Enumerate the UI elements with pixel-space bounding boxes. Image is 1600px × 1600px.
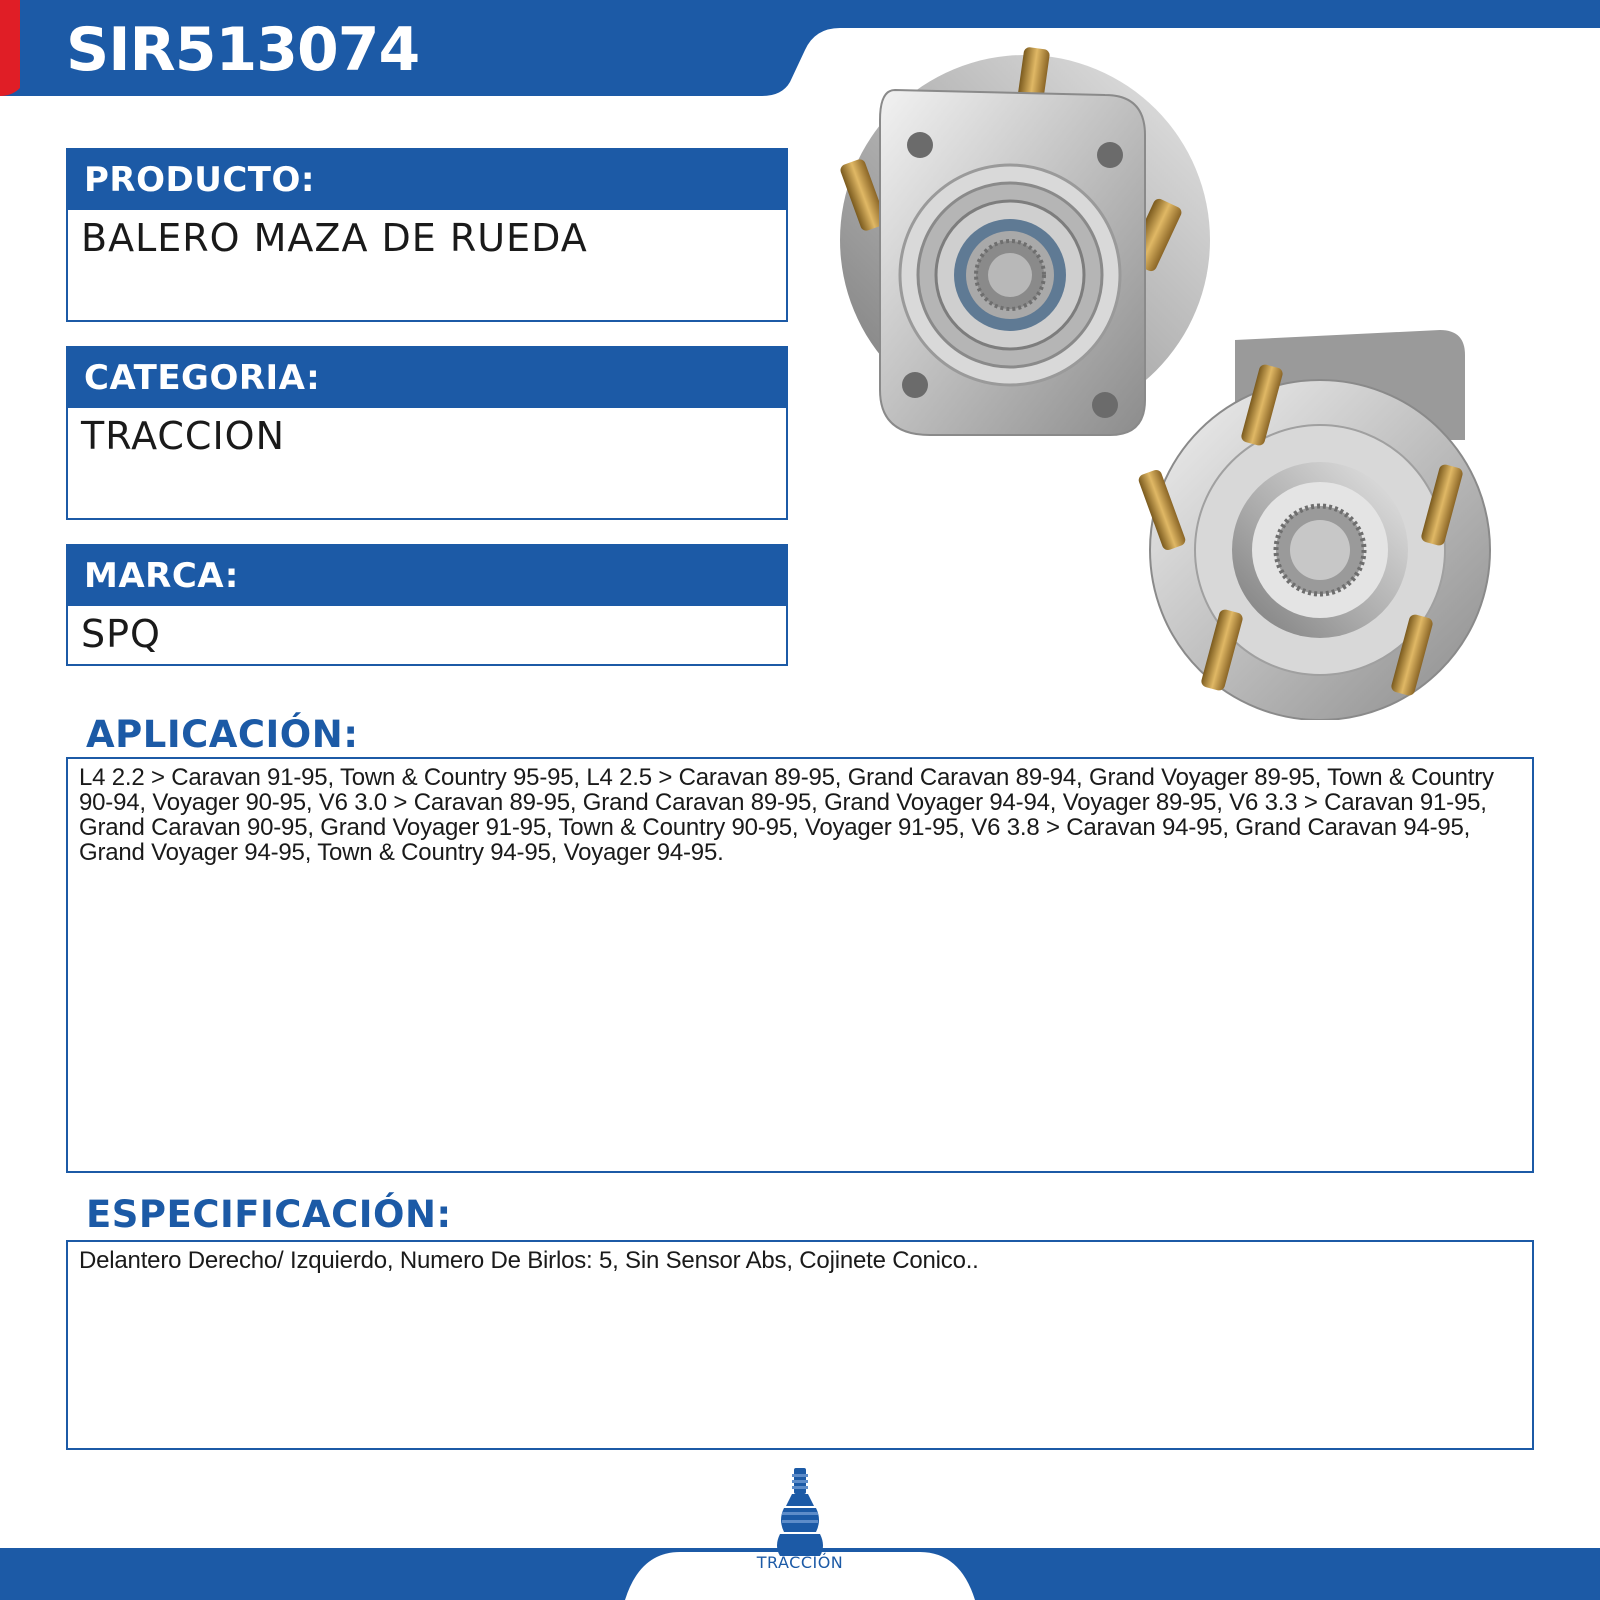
hub-back [840, 47, 1210, 435]
producto-value: BALERO MAZA DE RUEDA [66, 210, 788, 322]
cv-joint-icon [770, 1466, 830, 1558]
categoria-label: CATEGORIA: [66, 346, 788, 408]
wheel-hub-image [840, 40, 1540, 720]
categoria-field [66, 346, 788, 520]
especificacion-text: Delantero Derecho/ Izquierdo, Numero De Birlos: 5, Sin Sensor Abs, Cojinete Conico.. [66, 1240, 1534, 1450]
marca-field [66, 544, 788, 666]
product-code-title: SIR513074 [66, 15, 420, 85]
marca-value: SPQ [66, 606, 788, 666]
aplicacion-title: APLICACIÓN: [86, 713, 359, 756]
hub-front [1137, 330, 1490, 720]
especificacion-title: ESPECIFICACIÓN: [86, 1193, 452, 1236]
categoria-value: TRACCION [66, 408, 788, 520]
producto-field [66, 148, 788, 322]
marca-label: MARCA: [66, 544, 788, 606]
footer-category-label: TRACCIÓN [756, 1553, 844, 1572]
producto-label: PRODUCTO: [66, 148, 788, 210]
aplicacion-text: L4 2.2 > Caravan 91-95, Town & Country 95-95, L4 2.5 > Caravan 89-95, Grand Caravan 89-94, Grand Voyager 89-95, Town & Country 90-94, Voyager 90-95, V6 3.0 > Caravan 89-95, Grand Caravan 89-95, Grand Voyager 94-94, Voyager 89-95, V6 3.3 > Caravan 91-95, Grand Caravan 90-95, Grand Voyager 91-95, Town & Country 90-95, Voyager 91-95, V6 3.8 > Caravan 94-95, Grand Caravan 94-95, Grand Voyager 94-95, Town & Country 94-95, Voyager 94-95. [66, 757, 1534, 1173]
